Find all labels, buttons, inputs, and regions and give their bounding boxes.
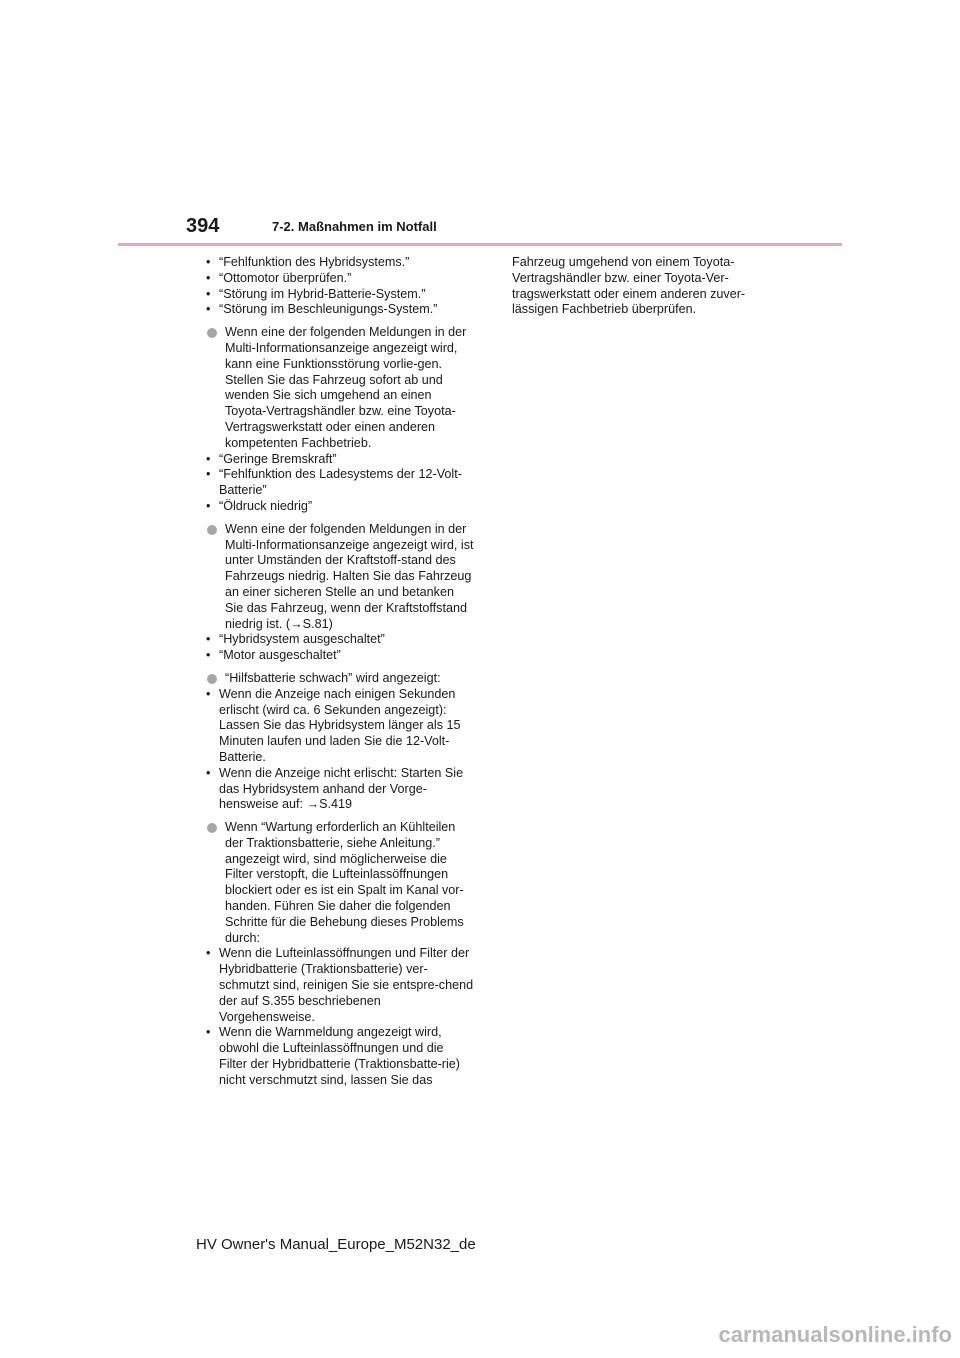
list-item: • “Hybridsystem ausgeschaltet”: [206, 632, 385, 647]
list-item: • “Fehlfunktion des Hybridsystems.”: [206, 255, 410, 269]
list-item: • “Ottomotor überprüfen.”: [206, 270, 352, 285]
list-item: • Wenn die Anzeige nicht erlischt: Starten Sie das Hybridsystem anhand der Vorge-hensweise auf: →S.419: [206, 765, 464, 812]
header-divider: [118, 243, 842, 246]
circle-bullet-icon: [207, 525, 217, 535]
list-item: • “Störung im Hybrid-Batterie-System.”: [206, 286, 426, 301]
circle-paragraph: “Hilfsbatterie schwach” wird angezeigt:: [206, 671, 474, 687]
list-item: • Wenn die Warnmeldung angezeigt wird, obwohl die Lufteinlassöffnungen und die Filter der Hybridbatterie (Traktionsbatte-rie) nicht verschmutzt sind, lassen Sie das: [206, 1025, 460, 1087]
circle-paragraph: Wenn eine der folgenden Meldungen in der Multi-Informationsanzeige angezeigt wird, kann eine Funktionsstörung vorlie-gen. Stellen Sie das Fahrzeug sofort ab und wenden Sie sich umgehend an einen Toyota-Vertragshändler bzw. eine Toyota-Vertragswerkstatt oder einen anderen kompetenten Fachbetrieb.: [206, 325, 474, 451]
page-number: 394: [186, 215, 220, 237]
circle-bullet-icon: [207, 823, 217, 833]
circle-paragraph: Wenn “Wartung erforderlich an Kühlteilen der Traktionsbatterie, siehe Anleitung.” angezeigt wird, sind möglicherweise die Filter verstopft, die Lufteinlassöffnungen blockiert oder es ist ein Spalt im Kanal vor-handen. Führen Sie daher die folgenden Schritte für die Behebung dieses Problems durch:: [206, 820, 474, 946]
continuation-text: Fahrzeug umgehend von einem Toyota-Vertragshändler bzw. einer Toyota-Ver-tragswerkstatt oder einem anderen zuver-lässigen Fachbetrieb überprüfen.: [512, 255, 746, 317]
list-item: • “Motor ausgeschaltet”: [206, 648, 341, 663]
right-column: [512, 255, 772, 318]
circle-paragraph: Wenn eine der folgenden Meldungen in der Multi-Informationsanzeige angezeigt wird, ist unter Umständen der Kraftstoff-stand des Fahrzeugs niedrig. Halten Sie das Fahrzeug an einer sicheren Stelle an und betanken Sie das Fahrzeug, wenn der Kraftstoffstand niedrig ist. (→S.81): [206, 522, 474, 633]
circle-bullet-icon: [207, 328, 217, 338]
footer-manual-name: HV Owner's Manual_Europe_M52N32_de: [196, 1236, 476, 1253]
left-column: [206, 255, 474, 1089]
list-item: • “Öldruck niedrig”: [206, 498, 313, 513]
list-item: • “Fehlfunktion des Ladesystems der 12-Volt-Batterie”: [206, 467, 462, 498]
list-item: • Wenn die Anzeige nach einigen Sekunden erlischt (wird ca. 6 Sekunden angezeigt): Lassen Sie das Hybridsystem länger als 15 Minuten laufen und laden Sie die 12-Volt-Batterie.: [206, 686, 461, 764]
list-item: • Wenn die Lufteinlassöffnungen und Filter der Hybridbatterie (Traktionsbatterie) ver-schmutzt sind, reinigen Sie sie entspre-chend der auf S.355 beschriebenen Vorgehensweise.: [206, 946, 474, 1024]
section-title: 7-2. Maßnahmen im Notfall: [272, 219, 437, 234]
list-item: • “Störung im Beschleunigungs-System.”: [206, 302, 438, 317]
circle-bullet-icon: [207, 674, 217, 684]
list-item: • “Geringe Bremskraft”: [206, 451, 337, 466]
watermark: carmanualsonline.info: [718, 1322, 952, 1347]
